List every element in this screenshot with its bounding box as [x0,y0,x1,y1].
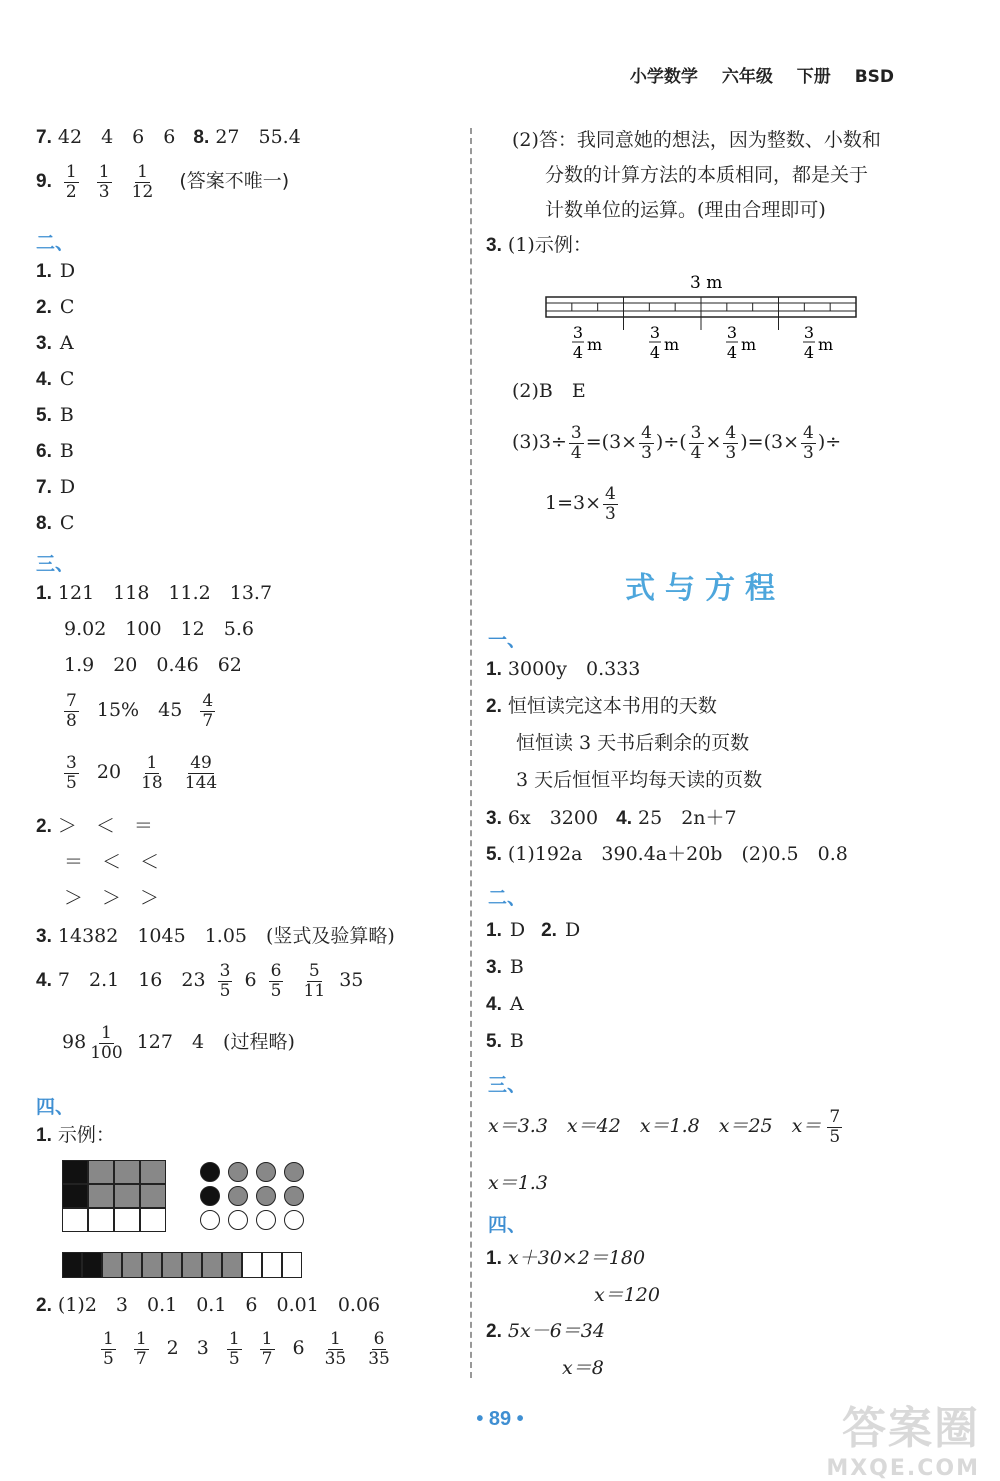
fraction: $\frac{1}{7}$ [261,1329,273,1369]
segment-denominator: 4 [572,343,584,362]
answer-line: (2)B E [512,380,586,402]
section-heading: 一、 [488,629,527,651]
section-heading: 二、 [488,887,527,909]
header-subject: 小学数学 [629,67,698,87]
header-grade: 六年级 [721,67,773,87]
equation-line: x＝3.3 x＝42 x＝1.8 x＝25 x＝ $\frac{7}{5}$ [488,1107,841,1147]
grid-cell [62,1184,88,1208]
grid-cell [140,1208,166,1232]
equation-line: 1=3× $\frac{4}{3}$ [545,484,616,524]
circle-shape [256,1162,276,1182]
segment-numerator: 3 [572,323,584,342]
grid-cell [114,1184,140,1208]
watermark: 答案圈 MXQE.COM [826,1403,980,1481]
answer-line: 3. 6x 3200 4. 25 2n＋7 [486,807,737,829]
answer-line: 2. (1)2 3 0.1 0.1 6 0.01 0.06 [36,1294,381,1316]
answer-line: 3 天后恒恒平均每天读的页数 [516,769,763,791]
section-heading: 三、 [36,553,75,575]
grid-cell [62,1208,88,1232]
section-heading: 三、 [488,1074,527,1096]
header-volume: 下册 [796,67,831,87]
choice-answer: 7. D [36,476,76,498]
fraction: $\frac{1}{3}$ [98,162,110,202]
segment-denominator: 4 [803,343,815,362]
strip-cell [142,1252,162,1278]
column-divider [470,128,472,1378]
answer-line: 98 $\frac{1}{100}$ 127 4 (过程略) [62,1023,295,1063]
grid-cell [88,1184,114,1208]
fraction: $\frac{1}{35}$ [324,1329,347,1369]
header-edition: BSD [854,67,894,87]
segment-unit: m [664,335,680,354]
equation-line: 2. 5x－6＝34 [486,1320,605,1342]
answer-line: 2. 恒恒读完这本书用的天数 [486,695,717,717]
answer-line: 3. 14382 1045 1.05 (竖式及验算略) [36,925,395,947]
answer-line: $\frac{3}{5}$ 20 $\frac{1}{18}$ $\frac{49}{144}$ [66,753,218,793]
segment-numerator: 3 [726,323,738,342]
segment-denominator: 4 [649,343,661,362]
section-heading: 四、 [488,1214,527,1236]
choice-answer: 4. C [36,368,75,390]
text-line: (2)答：我同意她的想法，因为整数、小数和 [512,129,881,151]
circle-shape [228,1162,248,1182]
answer-line: 9. $\frac{1}{2}$ $\frac{1}{3}$ $\frac{1}{12}$ (答案不唯一) [36,162,290,202]
fraction: $\frac{1}{5}$ [228,1329,240,1369]
answer-line: 9.02 100 12 5.6 [64,618,254,640]
fraction: $\frac{1}{7}$ [135,1329,147,1369]
choice-answer: 8. C [36,512,75,534]
fraction: $\frac{1}{12}$ [131,162,154,202]
answer-line: 7. 42 4 6 6 8. 27 55.4 [36,126,301,148]
segment-unit: m [587,335,603,354]
section-heading: 四、 [36,1096,75,1118]
strip-cell [82,1252,102,1278]
strip-cell [222,1252,242,1278]
grid-cell [114,1208,140,1232]
answer-line: 1. 121 118 11.2 13.7 [36,582,273,604]
section-heading: 二、 [36,232,75,254]
circle-shape [200,1186,220,1206]
segment-numerator: 3 [649,323,661,342]
strip-cell [162,1252,182,1278]
fraction-row [92,1330,401,1368]
fraction: $\frac{1}{5}$ [103,1329,114,1369]
segment-denominator: 4 [726,343,738,362]
strip-cell [122,1252,142,1278]
segment-numerator: 3 [803,323,815,342]
segment-unit: m [818,335,834,354]
strip-cell [102,1252,122,1278]
equation-line: (3)3÷ $\frac{3}{4}$ =(3× $\frac{4}{3}$ )÷( $\frac{3}{4}$ × $\frac{4}{3}$ )=(3× $\frac{4}{3}$ )÷ [512,423,842,463]
grid-cell [114,1160,140,1184]
strip-cell [202,1252,222,1278]
answer-line: 1. 示例： [36,1124,115,1146]
grid-cell [140,1160,166,1184]
strip-cell [182,1252,202,1278]
strip-cell [262,1252,282,1278]
answer-line: 恒恒读 3 天书后剩余的页数 [516,732,750,754]
answer-line: 3. (1)示例： [486,234,592,256]
answer-line: 1.9 20 0.46 62 [64,654,242,676]
grid-cell [140,1184,166,1208]
choice-answer: 1. D [36,260,76,282]
equation-line: x＝8 [562,1357,604,1379]
answer-line: 1. 3000y 0.333 [486,658,641,680]
grid-cell [62,1160,88,1184]
segment-diagram [540,270,870,370]
page-header [612,62,894,87]
circle-shape [284,1210,304,1230]
circle-shape [256,1210,276,1230]
circle-shape [228,1210,248,1230]
choice-answer: 6. B [36,440,74,462]
strip-cell [282,1252,302,1278]
circle-shape [200,1162,220,1182]
number: 2 [166,1337,179,1360]
answer-line: ＝ ＜ ＜ [64,851,160,873]
choice-answer: 5. B [486,1030,524,1052]
number: 3 [196,1337,209,1360]
fraction: $\frac{1}{2}$ [65,162,77,202]
segment-unit: m [741,335,757,354]
text-line: 分数的计算方法的本质相同，都是关于 [545,164,869,186]
strip-cell [242,1252,262,1278]
chapter-title: 式与方程 [625,571,785,606]
choice-answer: 3. A [36,332,74,354]
answer-line: 2. ＞ ＜ ＝ [36,815,153,837]
page-number: • 89 • [476,1408,524,1430]
text-line: 计数单位的运算。(理由合理即可) [545,199,826,221]
choice-answer: 5. B [36,404,74,426]
answer-line: $\frac{7}{8}$ 15% 45 $\frac{4}{7}$ [66,691,214,731]
equation-line: x＝1.3 [488,1172,548,1194]
number: 6 [292,1337,305,1360]
circle-shape [284,1186,304,1206]
circle-shape [256,1186,276,1206]
grid-cell [88,1160,114,1184]
circle-shape [228,1186,248,1206]
strip-cell [62,1252,82,1278]
equation-line: 1. x＋30×2＝180 [486,1247,646,1269]
bar-length-label: 3 m [690,273,723,293]
choice-answer: 2. C [36,296,75,318]
answer-line: ＞ ＞ ＞ [64,887,160,909]
answer-line: 4. 7 2.1 16 23 $\frac{3}{5}$ 6 $\frac{6}{5}$ $\frac{5}{11}$ 35 [36,961,364,1001]
fraction: $\frac{6}{35}$ [368,1329,390,1369]
choice-answer: 3. B [486,956,524,978]
equation-line: x＝120 [594,1284,660,1306]
grid-cell [88,1208,114,1232]
answer-line: 5. (1)192a 390.4a＋20b (2)0.5 0.8 [486,843,848,865]
choice-answer: 1. D 2. D [486,919,581,941]
choice-answer: 4. A [486,993,524,1015]
circle-shape [200,1210,220,1230]
circle-shape [284,1162,304,1182]
